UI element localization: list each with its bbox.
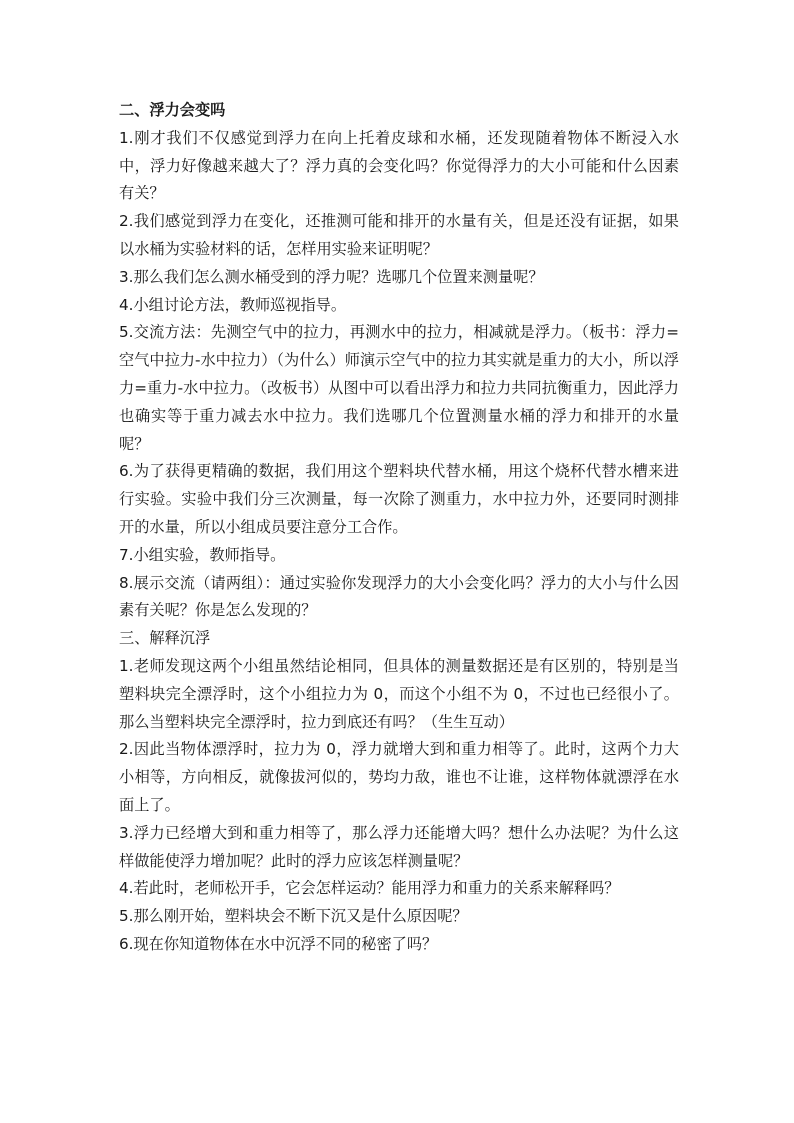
section-heading-buoyancy-change: 二、浮力会变吗	[119, 101, 226, 119]
paragraph-2-8: 8.展示交流（请两组）：通过实验你发现浮力的大小会变化吗？浮力的大小与什么因素有关呢？你是怎么发现的？	[119, 573, 679, 620]
paragraph-2-7: 7.小组实验，教师指导。	[119, 545, 286, 564]
paragraph-2-2: 2.我们感觉到浮力在变化，还推测可能和排开的水量有关，但是还没有证据，如果以水桶为实验材料的话，怎样用实验来证明呢？	[119, 212, 679, 258]
paragraph-2-6: 6.为了获得更精确的数据，我们用这个塑料块代替水桶，用这个烧杯代替水槽来进行实验。实验中我们分三次测量，每一次除了测重力，水中拉力外，还要同时测排开的水量，所以小组成员要注意分工合作。	[119, 462, 679, 536]
paragraph-3-2: 2.因此当物体漂浮时，拉力为 0，浮力就增大到和重力相等了。此时，这两个力大小相等，方向相反，就像拔河似的，势均力敌，谁也不让谁，这样物体就漂浮在水面上了。	[119, 740, 679, 814]
paragraph-3-5: 5.那么刚开始，塑料块会不断下沉又是什么原因呢？	[119, 907, 468, 926]
paragraph-2-1: 1.刚才我们不仅感觉到浮力在向上托着皮球和水桶，还发现随着物体不断浸入水中，浮力好像越来越大了？浮力真的会变化吗？你觉得浮力的大小可能和什么因素有关？	[119, 128, 679, 203]
paragraph-3-3: 3.浮力已经增大到和重力相等了，那么浮力还能增大吗？想什么办法呢？为什么这样做能使浮力增加呢？此时的浮力应该怎样测量呢？	[119, 823, 679, 870]
paragraph-2-3: 3.那么我们怎么测水桶受到的浮力呢？选哪几个位置来测量呢？	[119, 267, 544, 286]
paragraph-3-1: 1.老师发现这两个小组虽然结论相同，但具体的测量数据还是有区别的，特别是当塑料块完全漂浮时，这个小组拉力为 0，而这个小组不为 0，不过也已经很小了。那么当塑料块完全漂浮时，拉力到底还有吗？（生生互动）	[119, 656, 679, 731]
document-body	[119, 97, 679, 959]
paragraph-3-6: 6.现在你知道物体在水中沉浮不同的秘密了吗？	[119, 934, 438, 953]
section-heading-explain-sink-float: 三、解释沉浮	[119, 629, 211, 648]
paragraph-2-5: 5.交流方法：先测空气中的拉力，再测水中的拉力，相减就是浮力。（板书：浮力=空气中拉力-水中拉力）（为什么）师演示空气中的拉力其实就是重力的大小，所以浮力=重力-水中拉力。（改板书）从图中可以看出浮力和拉力共同抗衡重力，因此浮力也确实等于重力减去水中拉力。我们选哪几个位置测量水桶的浮力和排开的水量呢？	[119, 323, 679, 453]
paragraph-3-4: 4.若此时，老师松开手，它会怎样运动？能用浮力和重力的关系来解释吗？	[119, 879, 620, 898]
paragraph-2-4: 4.小组讨论方法，教师巡视指导。	[119, 295, 347, 314]
